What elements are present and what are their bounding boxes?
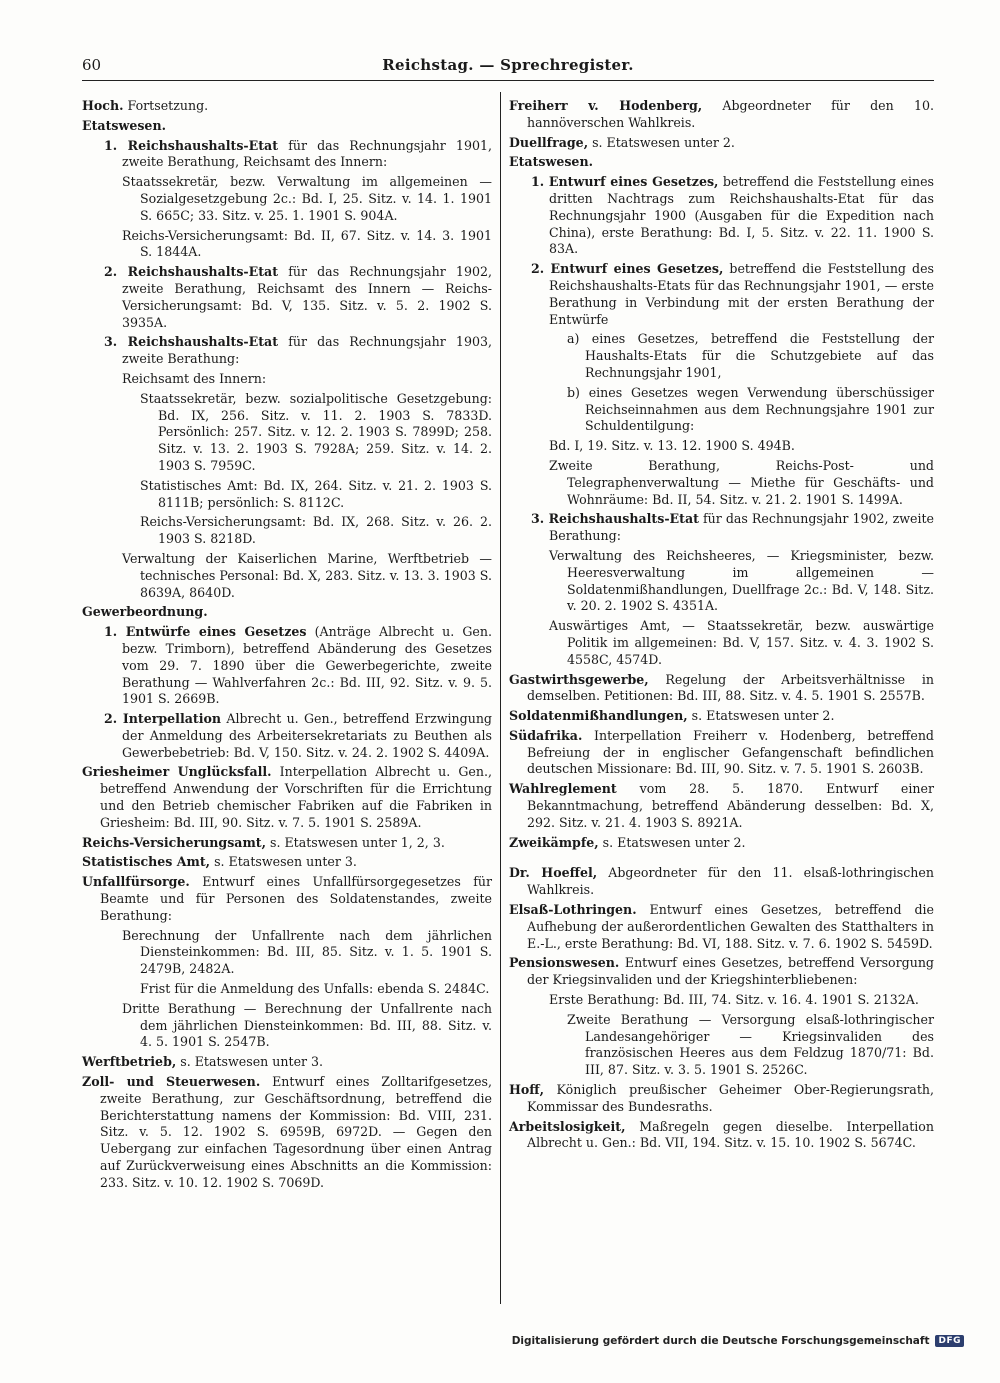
- register-entry: [82, 334, 492, 368]
- register-entry: [82, 228, 492, 262]
- entry-text: Abgeordneter für den 10. hannöverschen Wahlkreis.: [527, 98, 934, 130]
- register-entry: [82, 854, 492, 871]
- register-entry: [82, 478, 492, 512]
- entry-text: Berechnung der Unfallrente nach dem jährlichen Diensteinkommen: Bd. III, 85. Sitz. v. 1. 5. 1901 S. 2479B, 2482A.: [122, 927, 492, 977]
- entry-heading: Duellfrage,: [509, 134, 589, 150]
- register-entry: [82, 118, 492, 135]
- entry-text: für das Rechnungsjahr 1903, zweite Berathung:: [122, 334, 492, 367]
- entry-heading: Pensionswesen.: [509, 955, 620, 971]
- entry-heading: Südafrika.: [509, 727, 583, 743]
- entry-text: s. Etatswesen unter 1, 2, 3.: [266, 834, 445, 850]
- register-entry: [509, 1119, 934, 1153]
- entry-text: Entwurf eines Unfallfürsorgegesetzes für Beamte und für Personen des Soldatenstandes, zweite Berathung:: [100, 874, 492, 923]
- entry-text: Entwurf eines Gesetzes, betreffend Versorgung der Kriegsinvaliden und der Kriegshinterbliebenen:: [527, 955, 934, 988]
- entry-text: Entwurf eines Gesetzes, betreffend die Aufhebung der außerordentlichen Gewalten des Statthalters in E.-L., erste Berathung: Bd. VI, 188. Sitz. v. 7. 6. 1902 S. 5459D.: [527, 902, 934, 951]
- entry-heading: Griesheimer Unglücksfall.: [82, 764, 272, 780]
- register-entry: [509, 331, 934, 381]
- register-entry: [509, 955, 934, 989]
- register-entry: [509, 672, 934, 706]
- register-entry: [509, 511, 934, 545]
- entry-heading: Reichs-Versicherungsamt,: [82, 834, 266, 850]
- register-entry: [509, 174, 934, 258]
- register-entry: [509, 154, 934, 171]
- register-entry: [82, 391, 492, 475]
- register-entry: [509, 902, 934, 952]
- register-entry: [82, 174, 492, 224]
- entry-heading: Hoch.: [82, 98, 124, 113]
- entry-text: s. Etatswesen unter 2.: [588, 134, 735, 150]
- entry-text: Reichsamt des Innern:: [122, 370, 267, 386]
- register-entry: [509, 781, 934, 831]
- register-entry: [509, 458, 934, 508]
- register-entry: [82, 514, 492, 548]
- register-entry: [509, 708, 934, 725]
- entry-heading: Arbeitslosigkeit,: [509, 1118, 626, 1134]
- entry-text: für das Rechnungsjahr 1902, zweite Berathung, Reichsamt des Innern — Reichs-Versicherungsamt: Bd. V, 135. Sitz. v. 5. 2. 1902 S. 3935A.: [122, 264, 492, 330]
- entry-text: s. Etatswesen unter 2.: [687, 708, 835, 724]
- entry-text: Reichs-Versicherungsamt: Bd. II, 67. Sitz. v. 14. 3. 1901 S. 1844A.: [122, 227, 492, 260]
- register-entry: [509, 135, 934, 152]
- entry-text: a) eines Gesetzes, betreffend die Feststellung der Haushalts-Etats für die Schutzgebiete auf das Rechnungsjahr 1901,: [567, 331, 934, 380]
- register-entry: [82, 98, 492, 115]
- entry-text: Erste Berathung: Bd. III, 74. Sitz. v. 16. 4. 1901 S. 2132A.: [549, 992, 919, 1008]
- register-entry: [82, 371, 492, 388]
- register-entry: [509, 992, 934, 1009]
- page-number: 60: [82, 56, 102, 74]
- entry-heading: Soldatenmißhandlungen,: [509, 708, 688, 724]
- running-title: Reichstag. — Sprechregister.: [382, 56, 634, 74]
- entry-text: Maßregeln gegen dieselbe. Interpellation Albrecht u. Gen.: Bd. VII, 194. Sitz. v. 15. 10. 1902 S. 5674C.: [527, 1118, 934, 1151]
- register-entry: [509, 865, 934, 899]
- entry-heading: 1. Entwurf eines Gesetzes,: [531, 174, 719, 190]
- right-column: [509, 95, 934, 1152]
- entry-text: Dritte Berathung — Berechnung der Unfallrente nach dem jährlichen Diensteinkommen: Bd. III, 88. Sitz. v. 4. 5. 1901 S. 2547B.: [122, 1000, 492, 1050]
- register-entry: [82, 604, 492, 621]
- register-entry: [82, 835, 492, 852]
- entry-heading: 2. Entwurf eines Gesetzes,: [531, 261, 724, 277]
- entry-text: Entwurf eines Zolltarifgesetzes, zweite Berathung, zur Geschäftsordnung, betreffend die Berichterstattung namens der Kommission: Bd. VIII, 231. Sitz. v. 5. 12. 1902 S. 6959B, 6972D. — Gegen den Uebergang zur einfachen Tagesordnung über einen Antrag auf Zurückverweisung eines Abschnitts an die Kommission: 233. Sitz. v. 10. 12. 1902 S. 7069D.: [100, 1074, 492, 1190]
- register-entry: [82, 928, 492, 978]
- register-entry: [82, 981, 492, 998]
- entry-text: (Anträge Albrecht u. Gen. bezw. Trimborn), betreffend Abänderung des Gesetzes vom 29. 7. 1890 über die Gewerbegerichte, zweite Berathung — Wahlverfahren 2c.: Bd. III, 92. Sitz. v. 9. 5. 1901 S. 2669B.: [122, 624, 492, 707]
- register-entry: [82, 1054, 492, 1071]
- register-entry: [82, 1074, 492, 1192]
- entry-heading: 1. Entwürfe eines Gesetzes: [104, 624, 307, 640]
- entry-text: betreffend die Feststellung des Reichshaushalts-Etats für das Rechnungsjahr 1901, — erste Berathung in Verbindung mit der ersten Berathung der Entwürfe: [549, 261, 934, 327]
- entry-text: s. Etatswesen unter 2.: [598, 834, 746, 850]
- entry-heading: Gastwirthsgewerbe,: [509, 671, 649, 687]
- register-entry: [82, 1001, 492, 1051]
- entry-heading: Werftbetrieb,: [82, 1054, 177, 1070]
- register-entry: [82, 264, 492, 331]
- entry-heading: 2. Reichshaushalts-Etat: [104, 264, 279, 280]
- entry-text: für das Rechnungsjahr 1902, zweite Berathung:: [549, 511, 934, 544]
- register-entry: [82, 711, 492, 761]
- register-entry: [509, 385, 934, 435]
- entry-heading: Zweikämpfe,: [509, 834, 599, 850]
- entry-text: Bd. I, 19. Sitz. v. 13. 12. 1900 S. 494B.: [549, 438, 795, 454]
- entry-text: Interpellation Albrecht u. Gen., betreffend Anwendung der Vorschriften für die Errichtung und den Betrieb chemischer Fabriken auf die Fabriken in Griesheim: Bd. III, 90. Sitz. v. 7. 5. 1901 S. 2589A.: [100, 764, 492, 830]
- footer: [512, 1335, 964, 1347]
- entry-text: vom 28. 5. 1870. Entwurf einer Bekanntmachung, betreffend Abänderung desselben: Bd. X, 292. Sitz. v. 21. 4. 1903 S. 8921A.: [527, 781, 934, 830]
- entry-text: Zweite Berathung, Reichs-Post- und Telegraphenverwaltung — Miethe für Geschäfts- und Wohnräume: Bd. II, 54. Sitz. v. 21. 2. 1901 S. 1499A.: [549, 457, 934, 507]
- register-entry: [82, 874, 492, 924]
- entry-text: Frist für die Anmeldung des Unfalls: ebenda S. 2484C.: [140, 981, 490, 997]
- register-entry: [509, 1012, 934, 1079]
- page-header: [82, 56, 934, 78]
- header-rule: [82, 80, 934, 81]
- entry-text: Königlich preußischer Geheimer Ober-Regierungsrath, Kommissar des Bundesraths.: [527, 1082, 934, 1114]
- entry-text: Statistisches Amt: Bd. IX, 264. Sitz. v. 21. 2. 1903 S. 8111B; persönlich: S. 8112C.: [140, 477, 492, 510]
- entry-text: Abgeordneter für den 11. elsaß-lothringischen Wahlkreis.: [527, 865, 934, 898]
- register-entry: [509, 261, 934, 328]
- entry-heading: 2. Interpellation: [104, 711, 222, 727]
- entry-text: Fortsetzung.: [123, 98, 209, 113]
- left-column: [82, 95, 492, 1192]
- entry-heading: Unfallfürsorge.: [82, 874, 190, 890]
- column-divider: [500, 92, 501, 1304]
- entry-text: s. Etatswesen unter 3.: [210, 854, 357, 870]
- entry-heading: Dr. Hoeffel,: [509, 865, 598, 881]
- entry-text: für das Rechnungsjahr 1901, zweite Berathung, Reichsamt des Innern:: [122, 137, 492, 170]
- entry-heading: 3. Reichshaushalts-Etat: [531, 511, 699, 527]
- entry-heading: Etatswesen.: [509, 154, 593, 170]
- entry-text: b) eines Gesetzes wegen Verwendung überschüssiger Reichseinnahmen aus dem Rechnungsjahre 1901 zur Schuldentilgung:: [567, 384, 934, 434]
- entry-text: Zweite Berathung — Versorgung elsaß-lothringischer Landesangehöriger — Kriegsinvaliden des französischen Heeres aus dem Feldzug 1870/71: Bd. III, 87. Sitz. v. 3. 5. 1901 S. 2526C.: [567, 1011, 934, 1078]
- entry-text: Auswärtiges Amt, — Staatssekretär, bezw. auswärtige Politik im allgemeinen: Bd. V, 157. Sitz. v. 4. 3. 1902 S. 4558C, 4574D.: [549, 618, 934, 667]
- register-entry: [509, 618, 934, 668]
- register-entry: [509, 98, 934, 132]
- entry-heading: Hoff,: [509, 1082, 545, 1098]
- entry-heading: 1. Reichshaushalts-Etat: [104, 137, 279, 153]
- register-entry: [509, 728, 934, 778]
- entry-heading: Zoll- und Steuerwesen.: [82, 1074, 261, 1090]
- entry-text: Staatssekretär, bezw. Verwaltung im allgemeinen — Sozialgesetzgebung 2c.: Bd. I, 25. Sitz. v. 14. 1. 1901 S. 665C; 33. Sitz. v. 25. 1. 1901 S. 904A.: [122, 174, 492, 223]
- entry-heading: Wahlreglement: [509, 781, 617, 797]
- entry-text: Verwaltung des Reichsheeres, — Kriegsminister, bezw. Heeresverwaltung im allgemeinen — Soldatenmißhandlungen, Duellfrage 2c.: Bd. V, 148. Sitz. v. 20. 2. 1902 S. 4351A.: [549, 547, 934, 614]
- entry-text: Interpellation Freiherr v. Hodenberg, betreffend Befreiung der in englischer Gefangenschaft befindlichen deutschen Missionare: Bd. III, 90. Sitz. v. 7. 5. 1901 S. 2603B.: [527, 727, 934, 777]
- entry-heading: Freiherr v. Hodenberg,: [509, 98, 703, 113]
- register-entry: [82, 138, 492, 172]
- entry-text: Albrecht u. Gen., betreffend Erzwingung der Anmeldung des Arbeitersekretariats zu Beuthen als Gewerbebetrieb: Bd. V, 150. Sitz. v. 24. 2. 1902 S. 4409A.: [122, 711, 492, 760]
- register-entry: [82, 551, 492, 601]
- entry-text: Staatssekretär, bezw. sozialpolitische Gesetzgebung: Bd. IX, 256. Sitz. v. 11. 2. 1903 S. 7833D. Persönlich: 257. Sitz. v. 12. 2. 1903 S. 7899D; 258. Sitz. v. 13. 2. 1903 S. 7928A; 259. Sitz. v. 14. 2. 1903 S. 7959C.: [140, 390, 492, 473]
- entry-text: betreffend die Feststellung eines dritten Nachtrags zum Reichshaushalts-Etat für das Rechnungsjahr 1900 (Ausgaben für die Expedition nach China), erste Berathung: Bd. I, 5. Sitz. v. 22. 11. 1900 S. 83A.: [549, 174, 934, 257]
- register-entry: [82, 624, 492, 708]
- entry-text: s. Etatswesen unter 3.: [176, 1054, 324, 1070]
- entry-heading: Etatswesen.: [82, 117, 166, 133]
- register-entry: [82, 764, 492, 831]
- footer-credit: Digitalisierung gefördert durch die Deutsche Forschungsgemeinschaft: [511, 1335, 930, 1347]
- entry-text: Verwaltung der Kaiserlichen Marine, Werftbetrieb — technisches Personal: Bd. X, 283. Sitz. v. 13. 3. 1903 S. 8639A, 8640D.: [122, 550, 492, 600]
- entry-heading: Elsaß-Lothringen.: [509, 902, 637, 918]
- entry-heading: Gewerbeordnung.: [82, 604, 208, 620]
- dfg-logo: DFG: [935, 1335, 964, 1347]
- entry-heading: Statistisches Amt,: [82, 854, 211, 870]
- entry-text: Regelung der Arbeitsverhältnisse in demselben. Petitionen: Bd. III, 88. Sitz. v. 4. 5. 1901 S. 2557B.: [527, 671, 934, 704]
- entry-text: Reichs-Versicherungsamt: Bd. IX, 268. Sitz. v. 26. 2. 1903 S. 8218D.: [140, 514, 492, 547]
- register-entry: [509, 438, 934, 455]
- register-entry: [509, 835, 934, 852]
- register-entry: [509, 548, 934, 615]
- register-entry: [509, 1082, 934, 1116]
- entry-heading: 3. Reichshaushalts-Etat: [104, 334, 279, 350]
